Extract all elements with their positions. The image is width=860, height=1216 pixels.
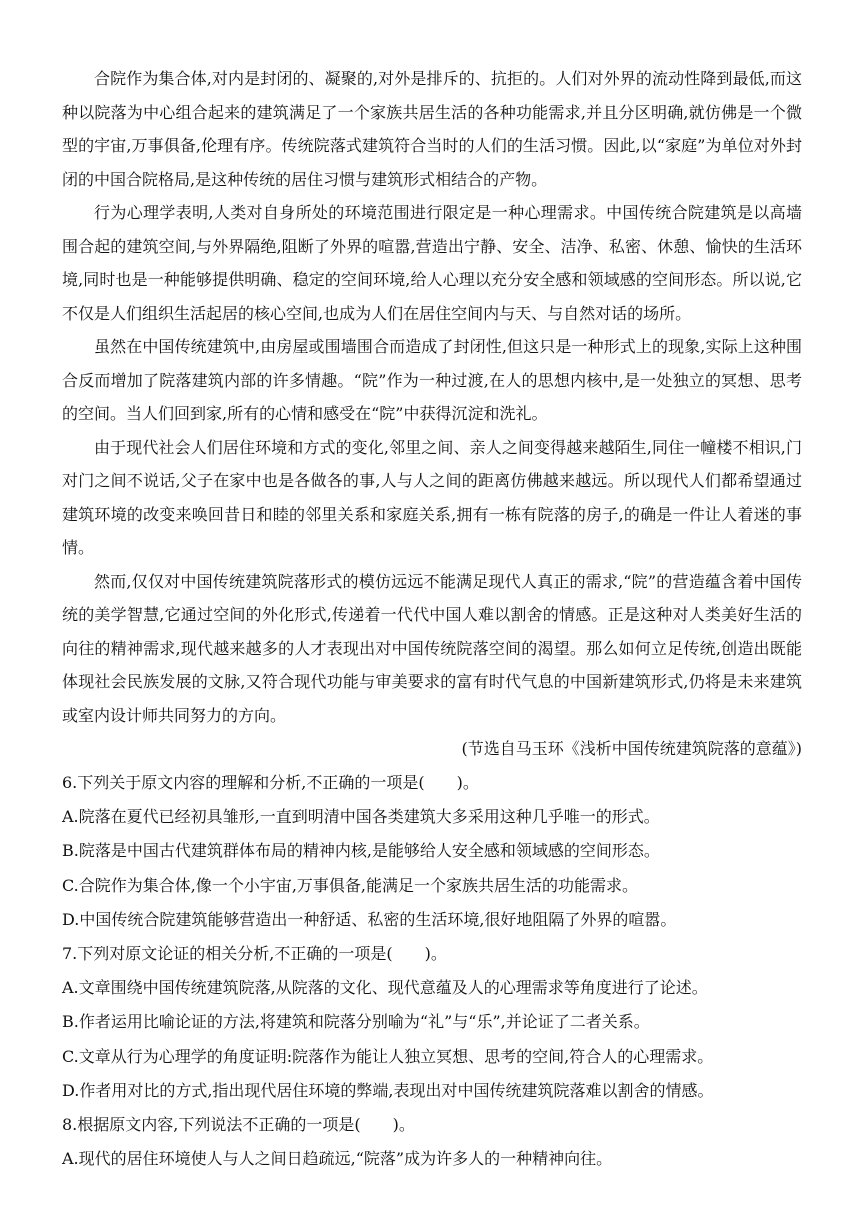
option-a: A.文章围绕中国传统建筑院落,从院落的文化、现代意蕴及人的心理需求等角度进行了论述。 xyxy=(62,978,708,998)
question-7 xyxy=(62,937,802,1108)
article-paragraph-2: 行为心理学表明,人类对自身所处的环境范围进行限定是一种心理需求。中国传统合院建筑是以高墙围合起的建筑空间,与外界隔绝,阻断了外界的喧嚣,营造出宁静、安全、洁净、私密、休憩、愉快的生活环境,同时也是一种能够提供明确、稳定的空间环境,给人心理以充分安全感和领域感的空间形态。所以说,它不仅是人们组织生活起居的核心空间,也成为人们在居住空间内与天、与自然对话的场所。 xyxy=(62,203,802,323)
option-a: A.院落在夏代已经初具雏形,一直到明清中国各类建筑大多采用这种几乎唯一的形式。 xyxy=(62,807,660,827)
article-paragraph-5: 然而,仅仅对中国传统建筑院落形式的模仿远远不能满足现代人真正的需求,“院”的营造蕴含着中国传统的美学智慧,它通过空间的外化形式,传递着一代代中国人难以割舍的情感。正是这种对人类美好生活的向往的精神需求,现代越来越多的人才表现出对中国传统院落空间的渴望。那么如何立足传统,创造出既能体现社会民族发展的文脉,又符合现代功能与审美要求的富有时代气息的中国新建筑形式,仍将是未来建筑或室内设计师共同努力的方向。 xyxy=(62,571,802,725)
option-d: D.中国传统合院建筑能够营造出一种舒适、私密的生活环境,很好地阻隔了外界的喧嚣。 xyxy=(62,909,677,929)
question-6 xyxy=(62,766,802,937)
option-c: C.合院作为集合体,像一个小宇宙,万事俱备,能满足一个家族共居生活的功能需求。 xyxy=(62,875,639,895)
option-b: B.院落是中国古代建筑群体布局的精神内核,是能够给人安全感和领域感的空间形态。 xyxy=(62,841,660,861)
article-paragraph-4: 由于现代社会人们居住环境和方式的变化,邻里之间、亲人之间变得越来越陌生,同住一幢楼不相识,门对门之间不说话,父子在家中也是各做各的事,人与人之间的距离仿佛越来越远。所以现代人们都希望通过建筑环境的改变来唤回昔日和睦的邻里关系和家庭关系,拥有一栋有院落的房子,的确是一件让人着迷的事情。 xyxy=(62,437,802,557)
option-c: C.文章从行为心理学的角度证明:院落作为能让人独立冥想、思考的空间,符合人的心理需求。 xyxy=(62,1046,714,1066)
document-page xyxy=(62,62,802,1176)
question-stem: 7.下列对原文论证的相关分析,不正确的一项是( )。 xyxy=(62,944,447,964)
question-8 xyxy=(62,1108,802,1176)
question-stem: 6.下列关于原文内容的理解和分析,不正确的一项是( )。 xyxy=(62,773,479,792)
article-paragraph-1: 合院作为集合体,对内是封闭的、凝聚的,对外是排斥的、抗拒的。人们对外界的流动性降到最低,而这种以院落为中心组合起来的建筑满足了一个家族共居生活的各种功能需求,并且分区明确,就仿佛是一个微型的宇宙,万事俱备,伦理有序。传统院落式建筑符合当时的人们的生活习惯。因此,以“家庭”为单位对外封闭的中国合院格局,是这种传统的居住习惯与建筑形式相结合的产物。 xyxy=(62,69,802,189)
article-paragraph-3: 虽然在中国传统建筑中,由房屋或围墙围合而造成了封闭性,但这只是一种形式上的现象,实际上这种围合反而增加了院落建筑内部的许多情趣。“院”作为一种过渡,在人的思想内核中,是一处独立的冥想、思考的空间。当人们回到家,所有的心情和感受在“院”中获得沉淀和洗礼。 xyxy=(62,337,802,423)
option-b: B.作者运用比喻论证的方法,将建筑和院落分别喻为“礼”与“乐”,并论证了二者关系。 xyxy=(62,1012,650,1032)
article-body xyxy=(62,62,802,766)
article-source: (节选自马玉环《浅析中国传统建筑院落的意蕴》) xyxy=(461,739,802,758)
option-a: A.现代的居住环境使人与人之间日趋疏远,“院落”成为许多人的一种精神向往。 xyxy=(62,1149,613,1169)
question-stem: 8.根据原文内容,下列说法不正确的一项是( )。 xyxy=(62,1115,415,1135)
option-d: D.作者用对比的方式,指出现代居住环境的弊端,表现出对中国传统建筑院落难以割舍的情感。 xyxy=(62,1080,714,1100)
